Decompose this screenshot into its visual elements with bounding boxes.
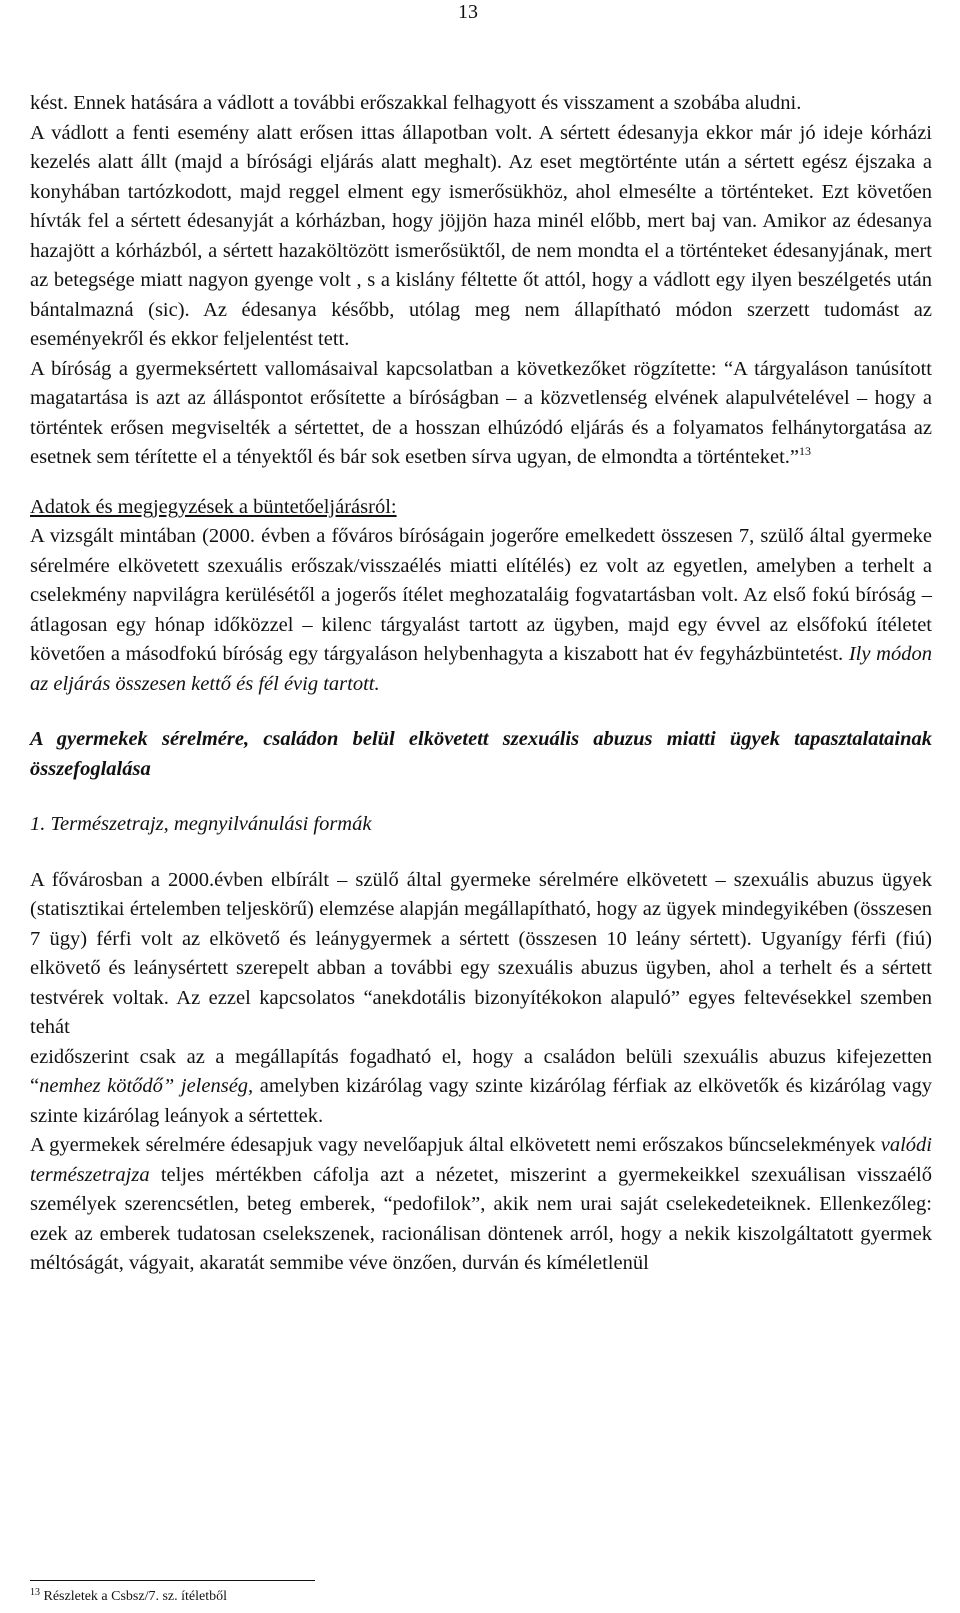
- paragraph-7-italic: valódi természetrajza: [30, 1134, 932, 1186]
- paragraph-3: [30, 355, 932, 473]
- footnote-divider: [30, 1580, 315, 1581]
- paragraph-6-text-b: amelyben kizárólag vagy szinte kizárólag férfiak az elkövetők és kizárólag vagy szinte kizárólag leányok a sértettek.: [30, 1075, 933, 1127]
- paragraph-6-italic: nemhez kötődő” jelenség,: [39, 1075, 254, 1097]
- paragraph-5: A fővárosban a 2000.évben elbírált – szülő által gyermeke sérelmére elkövetett – szexuális abuzus ügyek (statisztikai értelemben teljeskörű) elemzése alapján megállapítható, hogy az ügyek mindegyikében (összesen 7 ügy) férfi volt az elkövető és leánygyermek a sértett (összesen 10 leány sértett). Ugyanígy férfi (fiú) elkövető és leánysértett szerepelt abban a további egy szexuális abuzus ügyben, ahol a terhelt és a sértett testvérek voltak. Az ezzel kapcsolatos “anekdotális bizonyítékokon alapuló” egyes feltevésekkel szemben tehát: [30, 868, 932, 1038]
- paragraph-7-text-b: teljes mértékben cáfolja azt a nézetet, miszerint a gyermekeikkel szexuálisan visszaélő személyek szerencsétlen, beteg emberek, “pedofilok”, akik nem urai saját cselekedeteiknek. Ellenkezőleg: ezek az emberek tudatosan cselekszenek, racionálisan döntenek arról, hogy a nekik kiszolgáltatott gyermek méltóságát, vágyait, akaratát semmibe véve önzően, durván és kíméletlenül: [30, 1163, 932, 1274]
- paragraph-4-italic: Ily módon az eljárás összesen kettő és fél évig tartott.: [30, 643, 932, 695]
- footnote: [30, 1588, 227, 1606]
- section-heading: A gyermekek sérelmére, családon belül elkövetett szexuális abuzus miatti ügyek tapasztalatainak összefoglalása: [30, 728, 932, 780]
- page-number: 13: [458, 1, 478, 23]
- footnote-number: 13: [30, 1587, 40, 1598]
- footnote-text: Részletek a Csbsz/7. sz. ítéletből: [43, 1589, 228, 1604]
- paragraph-4: [30, 522, 932, 699]
- paragraph-6-text-a: ezidőszerint csak az a megállapítás fogadható el, hogy a családon belüli szexuális abuzus kifejezetten “: [30, 1045, 932, 1097]
- paragraph-6: [30, 1043, 932, 1132]
- paragraph-7: [30, 1131, 932, 1279]
- subheading: 1. Természetrajz, megnyilvánulási formák: [30, 813, 372, 835]
- data-heading: Adatok és megjegyzések a büntetőeljárásról:: [30, 495, 397, 518]
- paragraph-4-text: A vizsgált mintában (2000. évben a főváros bíróságain jogerőre emelkedett összesen 7, szülő által gyermeke sérelmére elkövetett szexuális erőszak/visszaélés miatti elítélés) ez volt az egyetlen, amelyben a terhelt a cselekmény napvilágra kerülésétől a jogerős ítélet meghozataláig fogvatartásban volt. Az első fokú bíróság – átlagosan egy hónap időközzel – kilenc tárgyalást tartott az ügyben, majd egy évvel az elsőfokú ítéletet követően a másodfokú bíróság egy tárgyaláson helybenhagyta a kiszabott hat év fegyházbüntetést.: [30, 525, 932, 665]
- footnote-ref[interactable]: 13: [799, 444, 812, 458]
- body-text: [30, 89, 932, 1279]
- court-quote: A bíróság a gyermeksértett vallomásaival kapcsolatban a következőket rögzítette: “A tárgyaláson tanúsított magatartása is azt az álláspontot erősítette a bíróságban – a közvetlenség elvének alapulvételével – hogy a történtek erősen megviselték a sértettet, de a hosszan elhúzódó eljárás és a folyamatos felhánytorgatása az esetnek sem térítette el a tényektől és bár sok esetben sírva ugyan, de elmondta a történteket.”: [30, 357, 932, 468]
- paragraph-7-text-a: A gyermekek sérelmére édesapjuk vagy nevelőapjuk által elkövetett nemi erőszakos bűncselekmények: [30, 1134, 881, 1156]
- paragraph-1: kést. Ennek hatására a vádlott a további erőszakkal felhagyott és visszament a szobába aludni.: [30, 92, 802, 114]
- paragraph-2: A vádlott a fenti esemény alatt erősen ittas állapotban volt. A sértett édesanyja ekkor már jó ideje kórházi kezelés alatt állt (majd a bírósági eljárás alatt meghalt). Az eset megtörténte után a sértett egész éjszaka a konyhában tartózkodott, majd reggel elment egy ismerősükhöz, ahol elmesélte a történteket. Ezt követően hívták fel a sértett édesanyját a kórházban, hogy jöjjön haza minél előbb, mert baj van. Amikor az édesanya hazajött a kórházból, a sértett hazaköltözött ismerősüktől, de nem mondta el a történteket édesanyjának, mert az betegsége miatt nagyon gyenge volt , s a kislány féltette őt attól, hogy a vádlott egy ilyen beszélgetés után bántalmazná (sic). Az édesanya később, utólag meg nem állapítható módon szerzett tudomást az eseményekről és ekkor feljelentést tett.: [30, 121, 932, 350]
